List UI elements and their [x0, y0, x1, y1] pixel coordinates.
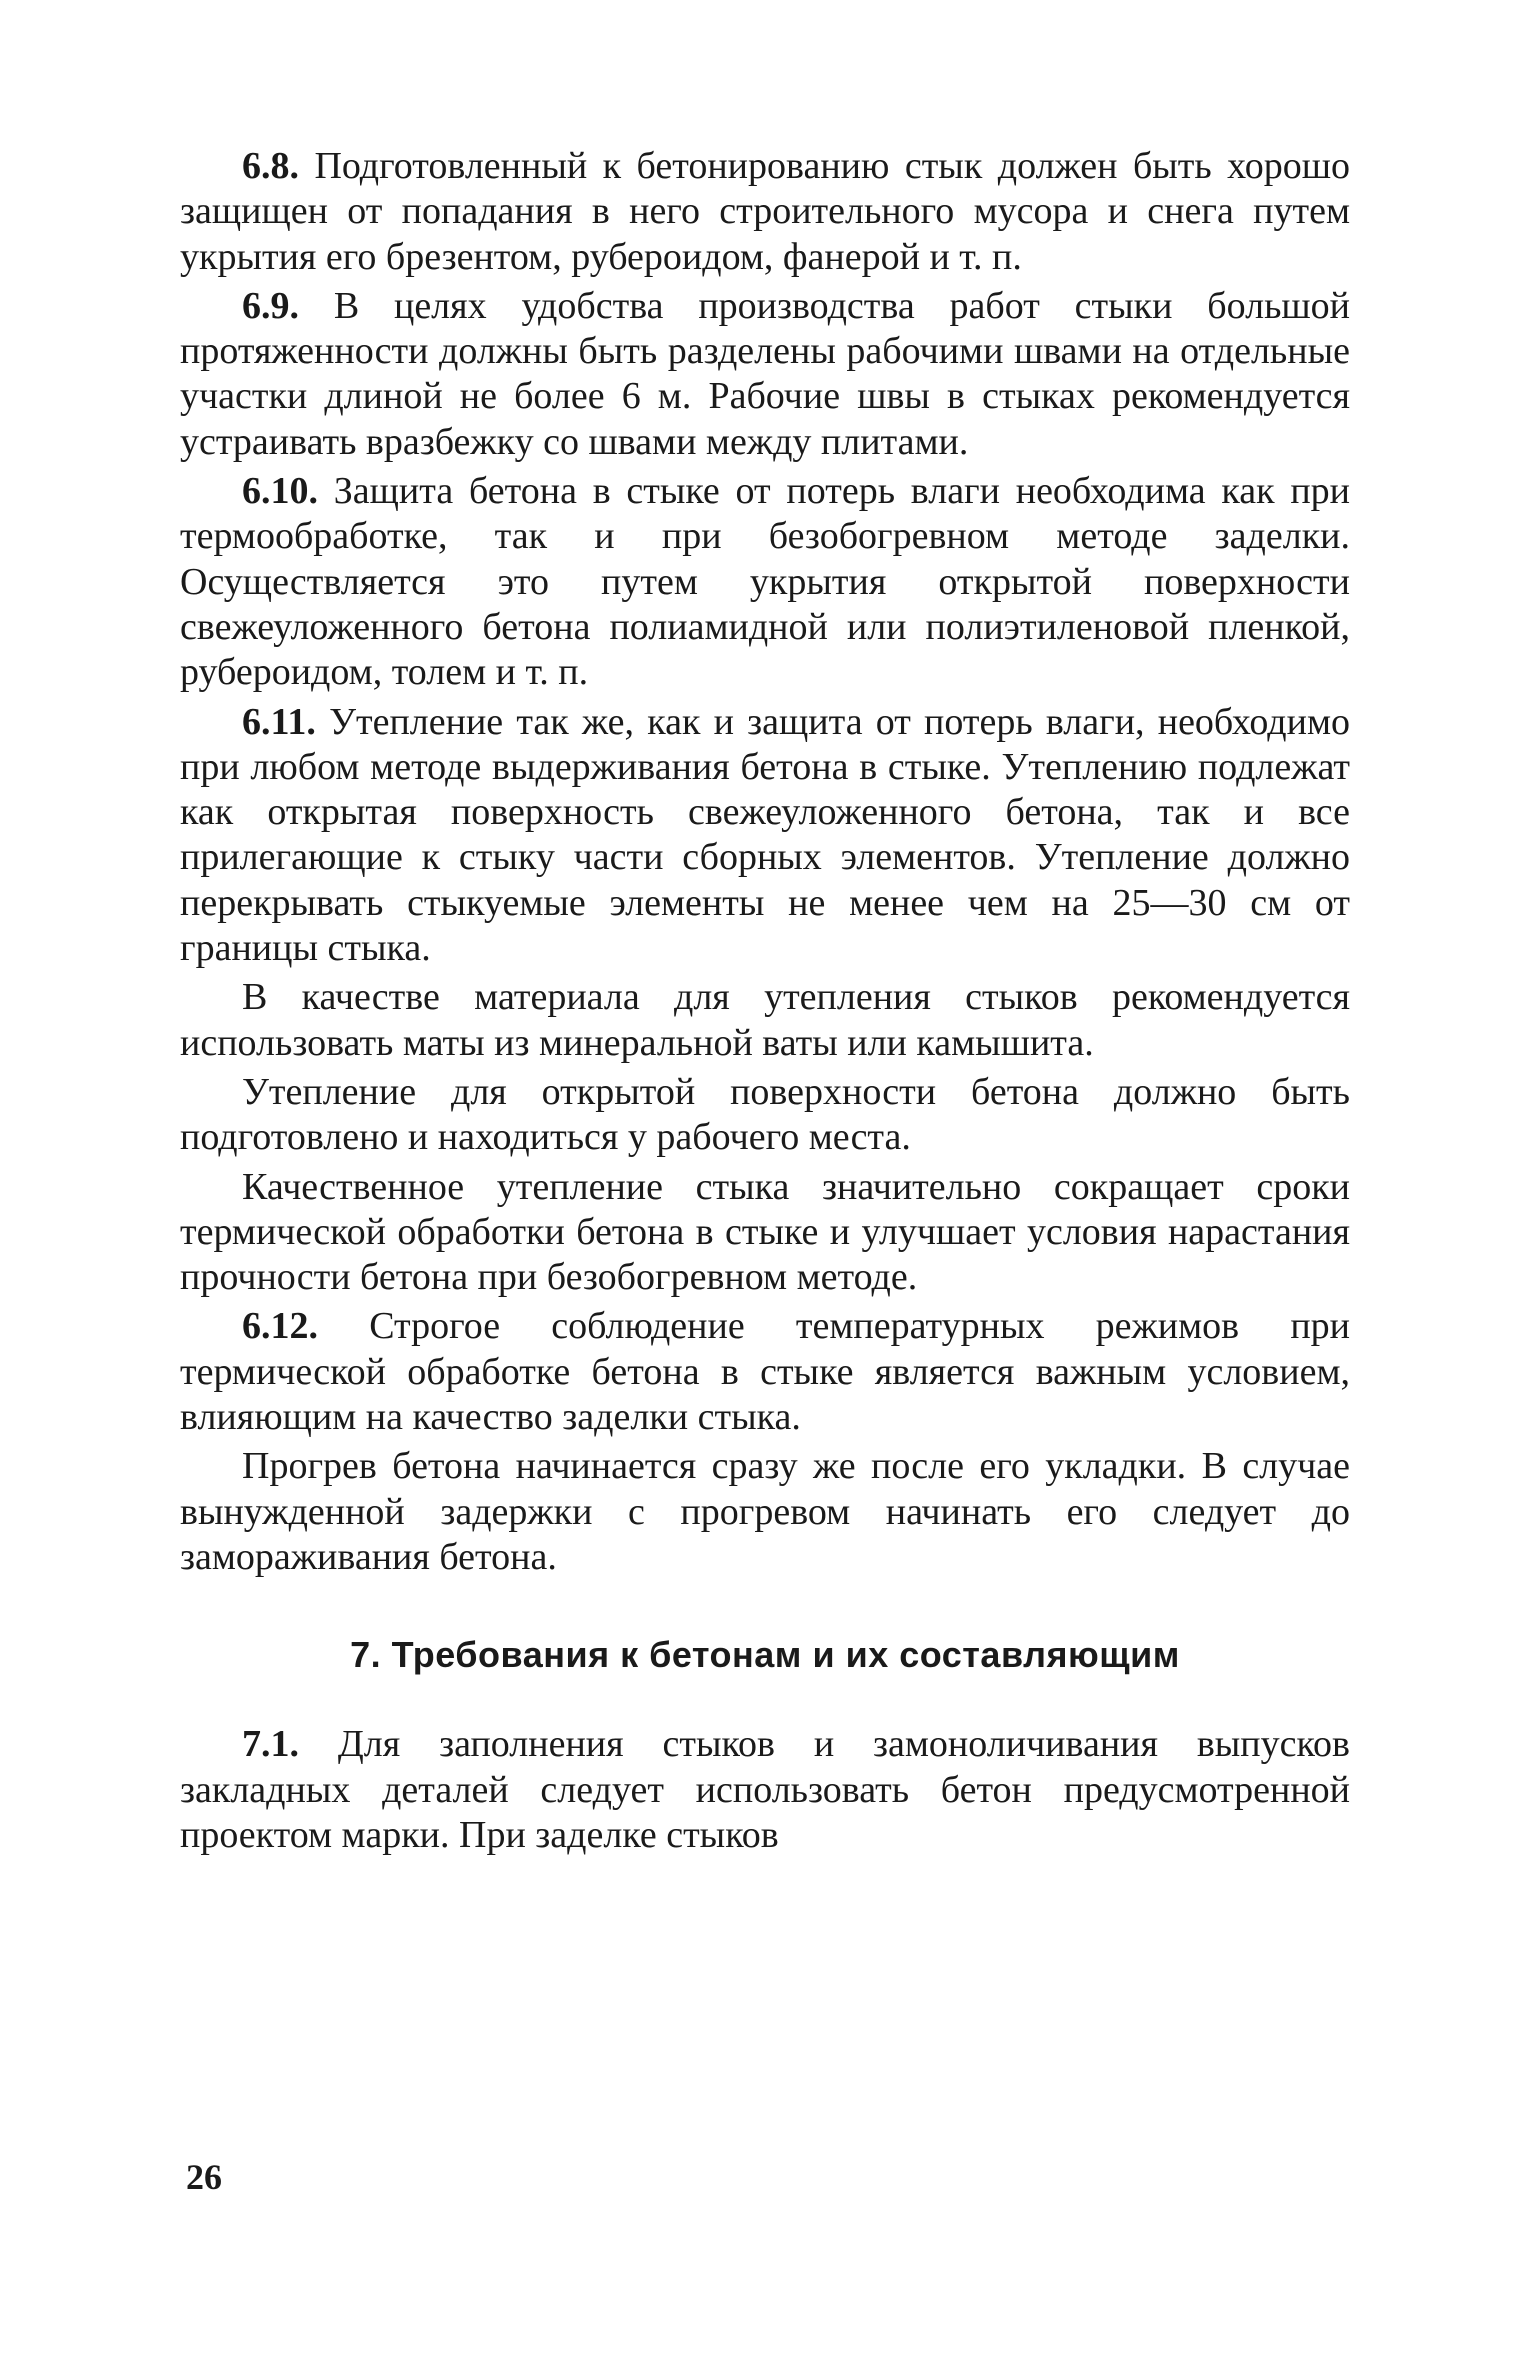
clause-number: 6.11. — [242, 700, 316, 743]
paragraph-text: Защита бетона в стыке от потерь влаги необходима как при термообработке, так и при безобогревном методе заделки. Осуществляется это путем укрытия открытой поверхности свежеуложенного бетона полиамидной или полиэтиленовой пленкой, рубероидом, толем и т. п. — [180, 470, 1350, 694]
paragraph-text: Для заполнения стыков и замоноличивания выпусков закладных деталей следует использовать бетон предусмотренной проектом марки. При заделке стыков — [180, 1723, 1350, 1856]
paragraph-insulation-quality — [180, 1165, 1350, 1301]
paragraph-text: В целях удобства производства работ стыки большой протяженности должны быть разделены рабочими швами на отдельные участки длиной не более 6 м. Рабочие швы в стыках рекомендуется устраивать вразбежку со швами между плитами. — [180, 284, 1350, 463]
clause-number: 6.12. — [242, 1305, 318, 1348]
section-heading: 7. Требования к бетонам и их составляющим — [350, 1634, 1180, 1676]
paragraph-text: Качественное утепление стыка значительно сокращает сроки термической обработки бетона в стыке и улучшает условия нарастания прочности бетона при безобогревном методе. — [180, 1165, 1350, 1299]
paragraph-6-12 — [180, 1304, 1350, 1440]
paragraph-text: Утепление для открытой поверхности бетона должно быть подготовлено и находиться у рабочего места. — [180, 1070, 1350, 1159]
page-number: 26 — [186, 2157, 222, 2197]
clause-number: 6.8. — [242, 145, 299, 187]
paragraph-text: Прогрев бетона начинается сразу же после его укладки. В случае вынужденной задержки с прогревом начинать его следует до замораживания бетона. — [180, 1445, 1350, 1578]
paragraph-6-11 — [180, 700, 1350, 972]
paragraph-text: Строгое соблюдение температурных режимов при термической обработке бетона в стыке является важным условием, влияющим на качество заделки стыка. — [180, 1305, 1350, 1439]
paragraph-6-10 — [180, 469, 1350, 695]
paragraph-text: Утепление так же, как и защита от потерь влаги, необходимо при любом методе выдерживания бетона в стыке. Утеплению подлежат как открытая поверхность свежеуложенного бетона, так и все прилегающие к стыку части сборных элементов. Утепление должно перекрывать стыкуемые элементы не менее чем на 25—30 см от границы стыка. — [180, 700, 1350, 970]
paragraph-6-8 — [180, 144, 1350, 280]
paragraph-text: Подготовленный к бетонированию стык должен быть хорошо защищен от попадания в него строительного мусора и снега путем укрытия его брезентом, рубероидом, фанерой и т. п. — [180, 145, 1350, 278]
paragraph-text: В качестве материала для утепления стыков рекомендуется использовать маты из минеральной ваты или камышита. — [180, 976, 1350, 1064]
paragraph-7-1 — [180, 1722, 1350, 1858]
paragraph-heating-start — [180, 1444, 1350, 1580]
clause-number: 7.1. — [242, 1723, 299, 1766]
document-page — [180, 144, 1350, 2244]
paragraph-insulation-ready — [180, 1070, 1350, 1161]
clause-number: 6.10. — [242, 470, 318, 513]
clause-number: 6.9. — [242, 284, 299, 327]
paragraph-insulation-material — [180, 975, 1350, 1066]
paragraph-6-9 — [180, 284, 1350, 465]
